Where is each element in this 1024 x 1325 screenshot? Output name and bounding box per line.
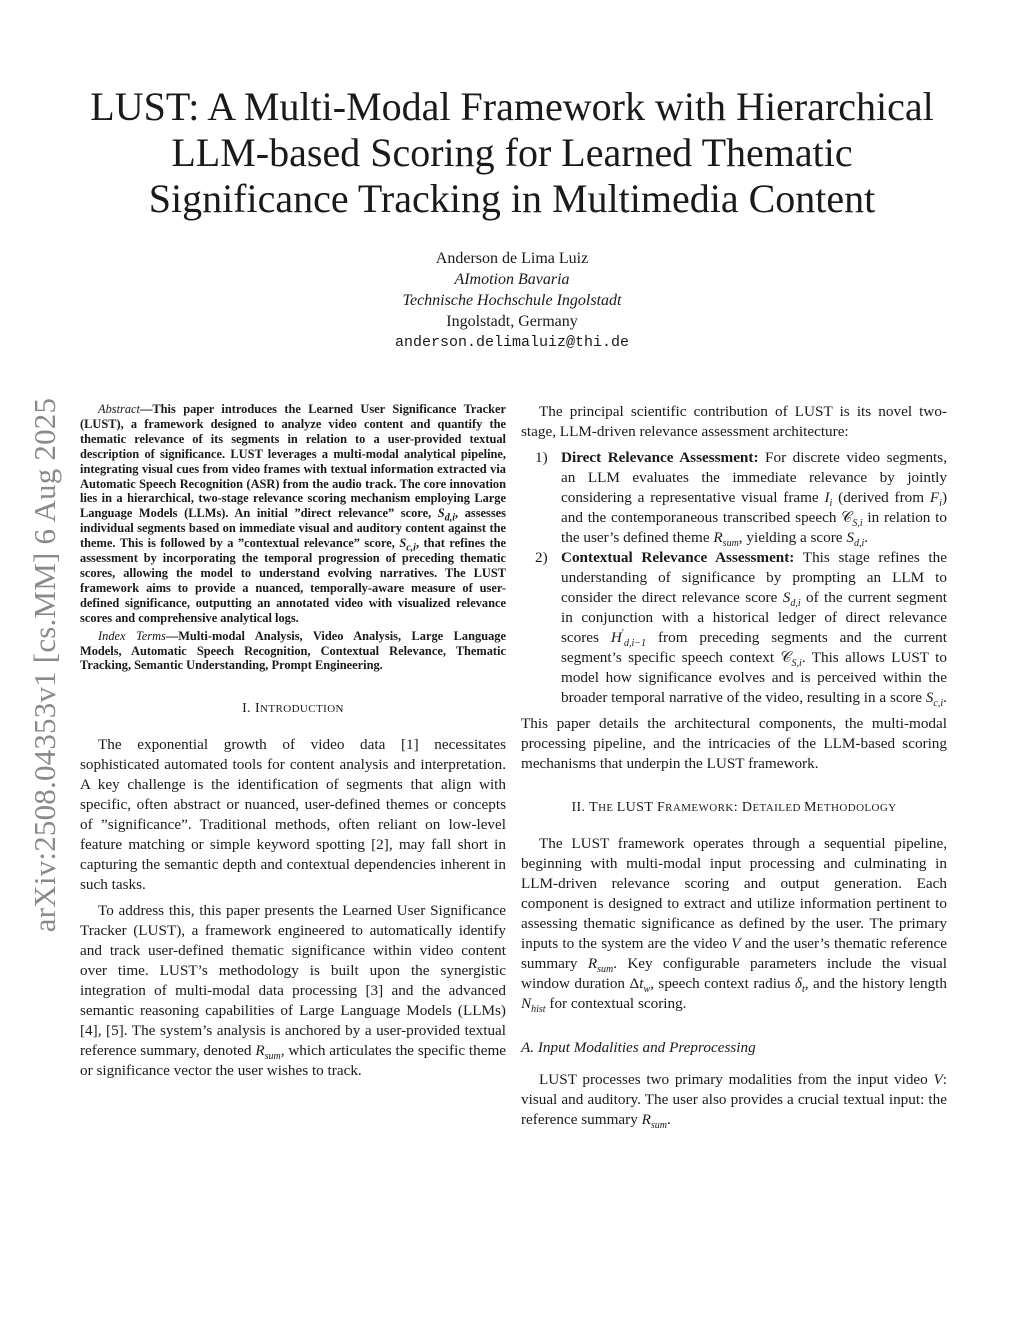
abstract-lead: Abstract [98, 402, 140, 416]
index-terms [80, 629, 506, 674]
section-number: I. [242, 701, 255, 717]
intro-text: , which articulates the specific theme or significance vector the user wishes to track. [80, 1042, 506, 1080]
abstract-text-1: —This paper introduces the Learned User Significance Tracker (LUST), a framework designed to analyze video content and quantify the thematic relevance of its segments in relation to a user-provided textual description of significance. LUST leverages a multi-modal analytical pipeline, integrating visual cues from video frames with textual information extracted via Automatic Speech Recognition (ASR) from the audio track. The core innovation lies in a hierarchical, two-stage relevance scoring mechanism employing Large Language Models (LLMs). An initial ”direct relevance” score, [80, 402, 506, 521]
math-var: S [925, 689, 934, 706]
framework-paragraph [521, 834, 947, 1014]
item-text: ) and the contemporaneous transcribed speech [561, 489, 947, 526]
math-sub: d,i−1 [624, 638, 647, 650]
item-label: Contextual Relevance Assessment: [561, 549, 795, 566]
heading-word: LUST [616, 800, 657, 815]
math-sub: c,i [406, 542, 416, 554]
affiliation-2: Technische Hochschule Ingolstadt [402, 292, 622, 309]
body-text: for contextual scoring. [545, 995, 687, 1012]
index-terms-text: —Multi-modal Analysis, Video Analysis, Large Language Models, Automatic Speech Recognition, Contextual Relevance, Thematic Tracking, Semantic Understanding, Prompt Engineering. [80, 628, 506, 673]
list-item [521, 548, 947, 708]
math-sub: d,i [790, 598, 801, 610]
body-text: , speech context radius [650, 975, 795, 992]
item-text: from preceding segments and the current segment’s specific speech context [561, 629, 947, 666]
item-text: This stage refines the understanding of significance by prompting an LLM to consider the direct relevance score [561, 549, 947, 606]
math-var: R [587, 955, 598, 972]
math-sub: hist [531, 1004, 546, 1016]
math-sub: w [643, 984, 651, 996]
abstract [80, 402, 506, 626]
author-email: anderson.delimaluiz@thi.de [394, 334, 630, 351]
heading-smallcaps: ETAILED [752, 802, 804, 814]
item-text: of the current segment in conjunction with a historical ledger of direct relevance scores [561, 589, 948, 646]
math-sub: t [801, 984, 805, 996]
item-text: (derived from [832, 489, 930, 506]
math-sub: S,i [791, 658, 802, 670]
item-text: . [864, 529, 869, 546]
math-var: R [713, 529, 723, 546]
body-text: , and the history length [804, 975, 947, 992]
heading-cap: I [254, 701, 261, 717]
math-sub: d,i [853, 538, 865, 550]
math-sub: sum [650, 1120, 667, 1132]
item-text: , yielding a score [738, 529, 847, 546]
math-sup: ′ [621, 627, 625, 639]
body-text: and the user’s thematic reference summary [521, 935, 947, 972]
left-column [80, 402, 506, 1081]
body-text: . Key configurable parameters include the visual window duration [521, 955, 947, 992]
section-number: II. [571, 800, 590, 815]
item-text: . This allows LUST to model how significance evolves and is perceived within the broader temporal narrative of the video, resulting in a score [561, 649, 947, 706]
math-var: δ [794, 975, 802, 992]
heading-cap: T [589, 800, 599, 815]
math-var: R [255, 1042, 265, 1060]
affiliation-1: AImotion Bavaria [454, 271, 570, 288]
item-text: in relation to the user’s defined theme [561, 509, 947, 546]
list-item [521, 448, 947, 548]
math-var: 𝒞 [841, 509, 853, 526]
author-block [262, 248, 762, 353]
arxiv-identifier: arXiv:2508.04353v1 [cs.MM] 6 Aug 2025 [27, 397, 62, 933]
section-heading-introduction [80, 699, 506, 719]
summary-paragraph: This paper details the architectural components, the multi-modal processing pipeline, and the intricacies of the LLM-based scoring mechanisms that underpin the LUST framework. [521, 715, 947, 772]
item-text: For discrete video segments, an LLM evaluates the immediate relevance by jointly considering a representative visual frame [561, 449, 947, 506]
math-sub: i [939, 498, 942, 510]
math-var: S [437, 506, 445, 521]
math-var: S [399, 536, 407, 551]
body-text: . [667, 1111, 671, 1128]
input-paragraph [521, 1070, 947, 1130]
author-location: Ingolstadt, Germany [446, 313, 578, 330]
subsection-heading: A. Input Modalities and Preprocessing [521, 1039, 756, 1056]
body-text: : visual and auditory. The user also provides a crucial textual input: the reference summary [521, 1071, 947, 1128]
math-sub: sum [722, 538, 739, 550]
intro-paragraph-2 [80, 901, 506, 1081]
section-heading-framework [521, 798, 947, 818]
body-text: The LUST framework operates through a sequential pipeline, beginning with multi-modal input processing and culminating in LLM-driven relevance scoring and output generation. Each component is designed to extract and utilize information pertinent to assessing thematic significance as defined by the user. The primary inputs to the system are the video [521, 835, 947, 952]
heading-smallcaps: HE [598, 802, 617, 814]
title-line: LLM-based Scoring for Learned Thematic [171, 130, 853, 175]
intro-text: To address this, this paper presents the Learned User Significance Tracker (LUST), a framework engineered to automatically identify and track user-defined thematic significance within video content over time. LUST’s methodology is built upon the synergistic integration of multi-modal data processing [3] and the advanced semantic reasoning capabilities of Large Language Models (LLMs) [4], [5]. The system’s analysis is anchored by a user-provided textual reference summary, denoted [80, 902, 506, 1060]
math-sub: S,i [852, 518, 863, 530]
abstract-text-2: , assesses individual segments based on immediate visual and auditory content against the theme. This is followed by a ”contextual relevance” score, [80, 506, 506, 551]
math-sub: c,i [933, 698, 944, 710]
heading-smallcaps: ETHODOLOGY [816, 802, 897, 814]
paper-title [60, 84, 964, 222]
right-column [521, 402, 947, 1130]
heading-colon: : [733, 800, 742, 815]
math-var: Δ [629, 975, 640, 992]
index-terms-lead: Index Terms [98, 628, 166, 643]
body-text: LUST processes two primary modalities from the input video [539, 1071, 934, 1088]
math-sub: i [829, 498, 833, 510]
list-number: 1) [535, 449, 548, 466]
math-var: N [521, 995, 532, 1012]
title-line: LUST: A Multi-Modal Framework with Hierarchical [90, 84, 934, 129]
contribution-intro: The principal scientific contribution of LUST is its novel two-stage, LLM-driven relevance assessment architecture: [521, 403, 947, 440]
heading-cap: F [656, 800, 666, 815]
item-text: . [943, 689, 947, 706]
math-var: S [846, 529, 854, 546]
math-var: H [610, 629, 622, 646]
arxiv-stamp [10, 370, 80, 960]
item-label: Direct Relevance Assessment: [561, 449, 759, 466]
math-var: R [641, 1111, 651, 1128]
heading-smallcaps: NTRODUCTION [260, 703, 344, 716]
math-var: F [929, 489, 940, 506]
abstract-text-3: , that refines the assessment by incorporating the temporal progression of preceding thematic scores, allowing the model to understand evolving narratives. The LUST framework aims to provide a nuanced, temporally-aware measure of user-defined significance, outputting an annotated video with visualized relevance scores and comprehensive analytical logs. [80, 536, 506, 625]
math-sub: d,i [444, 512, 455, 524]
author-name: Anderson de Lima Luiz [435, 250, 589, 267]
math-var: I [824, 489, 830, 506]
math-var: 𝒞 [780, 649, 792, 666]
math-sub: sum [597, 964, 614, 976]
heading-cap: D [741, 800, 753, 815]
math-var: V [731, 935, 741, 952]
math-sub: sum [264, 1051, 281, 1063]
heading-cap: M [803, 800, 817, 815]
math-var: S [782, 589, 791, 606]
math-var: V [933, 1071, 943, 1088]
heading-smallcaps: RAMEWORK [665, 802, 734, 814]
contribution-list [521, 448, 947, 708]
list-number: 2) [535, 549, 548, 566]
intro-paragraph-1: The exponential growth of video data [1] necessitates sophisticated automated tools for content analysis and interpretation. A key challenge is the identification of segments that align with specific, often abstract or nuanced, user-defined themes or concepts of ”significance”. Traditional methods, often reliant on low-level feature matching or simple keyword spotting [2], may fall short in capturing the semantic depth and contextual dependencies inherent in such tasks. [80, 736, 506, 894]
title-line: Significance Tracking in Multimedia Content [148, 176, 876, 221]
math-var: t [639, 975, 644, 992]
